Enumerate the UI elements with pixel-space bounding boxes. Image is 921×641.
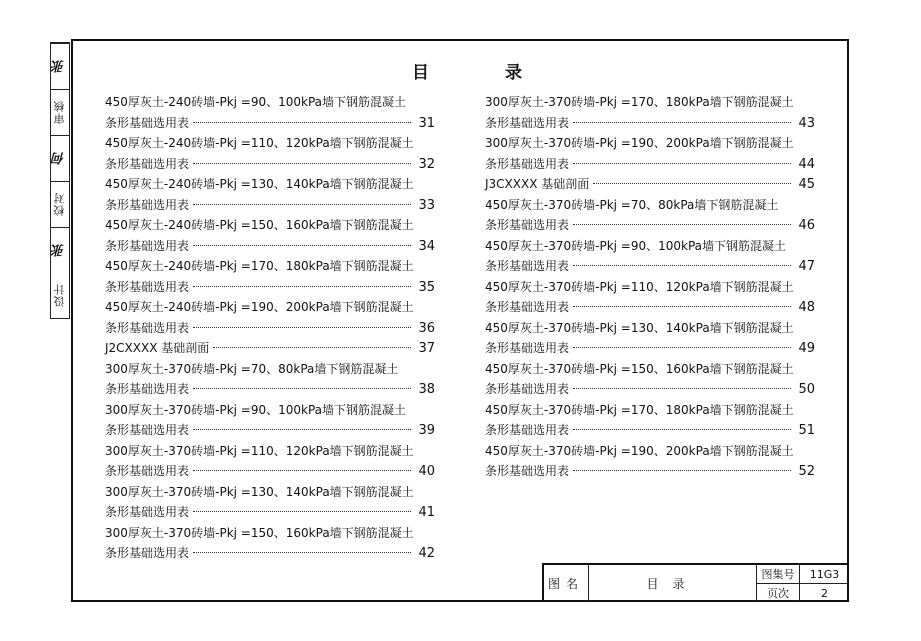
- toc-entry-label: 条形基础选用表: [105, 279, 190, 294]
- toc-page-number: 42: [418, 546, 435, 561]
- toc-entry-row: [485, 113, 815, 134]
- toc-entry-label: 条形基础选用表: [105, 505, 190, 519]
- toc-entry-title: 450厚灰土-240砖墙-Pkj =110、120kPa墙下钢筋混凝土: [105, 136, 414, 150]
- toc-entry-row: [485, 297, 815, 318]
- dot-leader: [193, 429, 411, 430]
- strip-check-label: 校对: [51, 181, 69, 227]
- dot-leader: [573, 347, 791, 348]
- dot-leader: [573, 224, 791, 225]
- toc-entry-row: [485, 338, 815, 359]
- toc-entry-row: [105, 461, 435, 482]
- dot-leader: [193, 511, 411, 512]
- page-number-label: 页次: [757, 584, 800, 602]
- dot-leader: [213, 347, 411, 348]
- toc-entry-row: [105, 318, 435, 339]
- dot-leader: [193, 286, 411, 287]
- toc-page-number: 50: [798, 382, 815, 397]
- toc-page-number: 37: [418, 341, 435, 356]
- toc-page-number: 41: [418, 505, 435, 520]
- dot-leader: [573, 306, 791, 307]
- strip-signature: 何: [51, 135, 69, 181]
- title-char: 录: [505, 63, 522, 83]
- page-title: [412, 58, 522, 83]
- toc-page-number: 47: [798, 259, 815, 274]
- toc-page-number: 31: [418, 115, 435, 131]
- toc-entry-label: 条形基础选用表: [485, 464, 570, 478]
- toc-entry-row: [485, 256, 815, 277]
- toc-page-number: 44: [798, 156, 815, 172]
- page-number-row: [757, 584, 849, 602]
- dot-leader: [193, 552, 411, 553]
- toc-entry-row: [105, 277, 435, 298]
- toc-page-number: 33: [418, 197, 435, 213]
- toc-page-number: 38: [418, 382, 435, 397]
- toc-page-number: 43: [798, 115, 815, 131]
- dot-leader: [573, 163, 791, 164]
- toc-entry-row: [485, 154, 815, 175]
- toc-entry-row: [105, 113, 435, 134]
- dot-leader: [193, 388, 411, 389]
- toc-entry-title: 450厚灰土-370砖墙-Pkj =190、200kPa墙下钢筋混凝土: [485, 443, 794, 458]
- toc-entry-row: [485, 420, 815, 441]
- toc-entry-row: [105, 154, 435, 175]
- toc-entry-title: 450厚灰土-370砖墙-Pkj =150、160kPa墙下钢筋混凝土: [485, 361, 794, 376]
- title-char: 目: [412, 63, 429, 83]
- toc-entry-label: 条形基础选用表: [485, 156, 570, 171]
- toc-entry-label: 条形基础选用表: [105, 115, 190, 130]
- set-number-row: [757, 565, 849, 584]
- toc-entry-label: 条形基础选用表: [485, 300, 570, 314]
- toc-entry-title: 450厚灰土-370砖墙-Pkj =70、80kPa墙下钢筋混凝土: [485, 197, 779, 212]
- dot-leader: [193, 204, 411, 205]
- toc-entry-title: 450厚灰土-370砖墙-Pkj =90、100kPa墙下钢筋混凝土: [485, 238, 787, 253]
- toc-page-number: 40: [418, 464, 435, 479]
- title-block-right: [757, 565, 849, 602]
- toc-page-number: 48: [798, 300, 815, 315]
- page-number-value: 2: [821, 586, 828, 600]
- toc-page-number: 49: [798, 341, 815, 356]
- strip-review-label: 审核: [51, 89, 69, 135]
- toc-entry-row: [105, 502, 435, 523]
- toc-entry-title: 300厚灰土-370砖墙-Pkj =150、160kPa墙下钢筋混凝土: [105, 525, 414, 540]
- toc-entry-label: 条形基础选用表: [105, 238, 190, 253]
- toc-entry-row: [105, 379, 435, 400]
- title-block: [542, 563, 849, 602]
- toc-entry-row: [105, 236, 435, 257]
- strip-design-label: 设计: [53, 283, 66, 308]
- toc-entry-title: 300厚灰土-370砖墙-Pkj =110、120kPa墙下钢筋混凝土: [105, 443, 414, 458]
- toc-entry-title: 300厚灰土-370砖墙-Pkj =90、100kPa墙下钢筋混凝土: [105, 402, 407, 417]
- dot-leader: [593, 183, 791, 184]
- toc-entry-title: 450厚灰土-240砖墙-Pkj =170、180kPa墙下钢筋混凝土: [105, 259, 414, 273]
- toc-entry-label: 条形基础选用表: [485, 382, 570, 396]
- toc-entry-title: 450厚灰土-370砖墙-Pkj =170、180kPa墙下钢筋混凝土: [485, 402, 794, 417]
- toc-page-number: 36: [418, 320, 435, 336]
- toc-entry-title: 450厚灰土-370砖墙-Pkj =110、120kPa墙下钢筋混凝土: [485, 279, 794, 294]
- toc-entry-label: 条形基础选用表: [485, 115, 570, 130]
- set-number-value: 11G3: [809, 567, 840, 581]
- toc-entry-label: 条形基础选用表: [105, 382, 190, 396]
- toc-entry-title: 300厚灰土-370砖墙-Pkj =170、180kPa墙下钢筋混凝土: [485, 95, 794, 109]
- toc-entry-label: 条形基础选用表: [105, 320, 190, 335]
- toc-left-column: [105, 92, 435, 564]
- toc-page-number: 32: [418, 156, 435, 172]
- toc-entry-label: 条形基础选用表: [485, 218, 570, 232]
- toc-entry-row: [485, 215, 815, 236]
- approval-strip: [50, 42, 70, 319]
- toc-entry-label: J2CXXXX 基础剖面: [105, 341, 210, 355]
- dot-leader: [573, 265, 791, 266]
- toc-entry-title: 450厚灰土-240砖墙-Pkj =130、140kPa墙下钢筋混凝土: [105, 177, 414, 191]
- toc-page-number: 39: [418, 423, 435, 438]
- toc-entry-label: 条形基础选用表: [485, 259, 570, 273]
- dot-leader: [193, 327, 411, 328]
- strip-signature: 张: [51, 227, 69, 273]
- toc-entry-row: [105, 338, 435, 359]
- drawing-name-label: 图名: [544, 565, 589, 602]
- toc-entry-label: 条形基础选用表: [485, 341, 570, 355]
- dot-leader: [193, 163, 411, 164]
- toc-entry-row: [485, 461, 815, 482]
- toc-entry-label: 条形基础选用表: [105, 464, 190, 478]
- toc-entry-label: 条形基础选用表: [105, 197, 190, 212]
- toc-entry-row: [105, 543, 435, 564]
- toc-entry-label: 条形基础选用表: [485, 423, 570, 437]
- toc-entry-row: [105, 420, 435, 441]
- toc-entry-title: 450厚灰土-240砖墙-Pkj =90、100kPa墙下钢筋混凝土: [105, 95, 407, 109]
- toc-page-number: 51: [798, 423, 815, 438]
- toc-entry-label: J3CXXXX 基础剖面: [485, 177, 590, 191]
- dot-leader: [573, 122, 791, 123]
- toc-entry-row: [105, 195, 435, 216]
- toc-entry-title: 300厚灰土-370砖墙-Pkj =70、80kPa墙下钢筋混凝土: [105, 361, 399, 376]
- drawing-name-value: 目录: [589, 565, 757, 602]
- strip-signature: 张: [51, 43, 69, 89]
- toc-page-number: 46: [798, 218, 815, 233]
- toc-entry-row: [485, 379, 815, 400]
- dot-leader: [193, 245, 411, 246]
- toc-entry-title: 450厚灰土-240砖墙-Pkj =190、200kPa墙下钢筋混凝土: [105, 300, 414, 314]
- dot-leader: [193, 122, 411, 123]
- toc-page-number: 35: [418, 279, 435, 295]
- set-number-label: 图集号: [757, 565, 800, 583]
- dot-leader: [573, 429, 791, 430]
- toc-entry-title: 300厚灰土-370砖墙-Pkj =190、200kPa墙下钢筋混凝土: [485, 136, 794, 150]
- dot-leader: [573, 388, 791, 389]
- dot-leader: [573, 470, 791, 471]
- toc-entry-title: 300厚灰土-370砖墙-Pkj =130、140kPa墙下钢筋混凝土: [105, 484, 414, 499]
- toc-entry-row: [485, 174, 815, 195]
- toc-entry-title: 450厚灰土-240砖墙-Pkj =150、160kPa墙下钢筋混凝土: [105, 218, 414, 232]
- toc-entry-label: 条形基础选用表: [105, 423, 190, 437]
- dot-leader: [193, 470, 411, 471]
- toc-entry-label: 条形基础选用表: [105, 156, 190, 171]
- toc-page-number: 45: [798, 177, 815, 192]
- toc-entry-label: 条形基础选用表: [105, 546, 190, 560]
- toc-entry-title: 450厚灰土-370砖墙-Pkj =130、140kPa墙下钢筋混凝土: [485, 320, 794, 335]
- toc-page-number: 34: [418, 238, 435, 254]
- toc-right-column: [485, 92, 815, 482]
- toc-page-number: 52: [798, 464, 815, 479]
